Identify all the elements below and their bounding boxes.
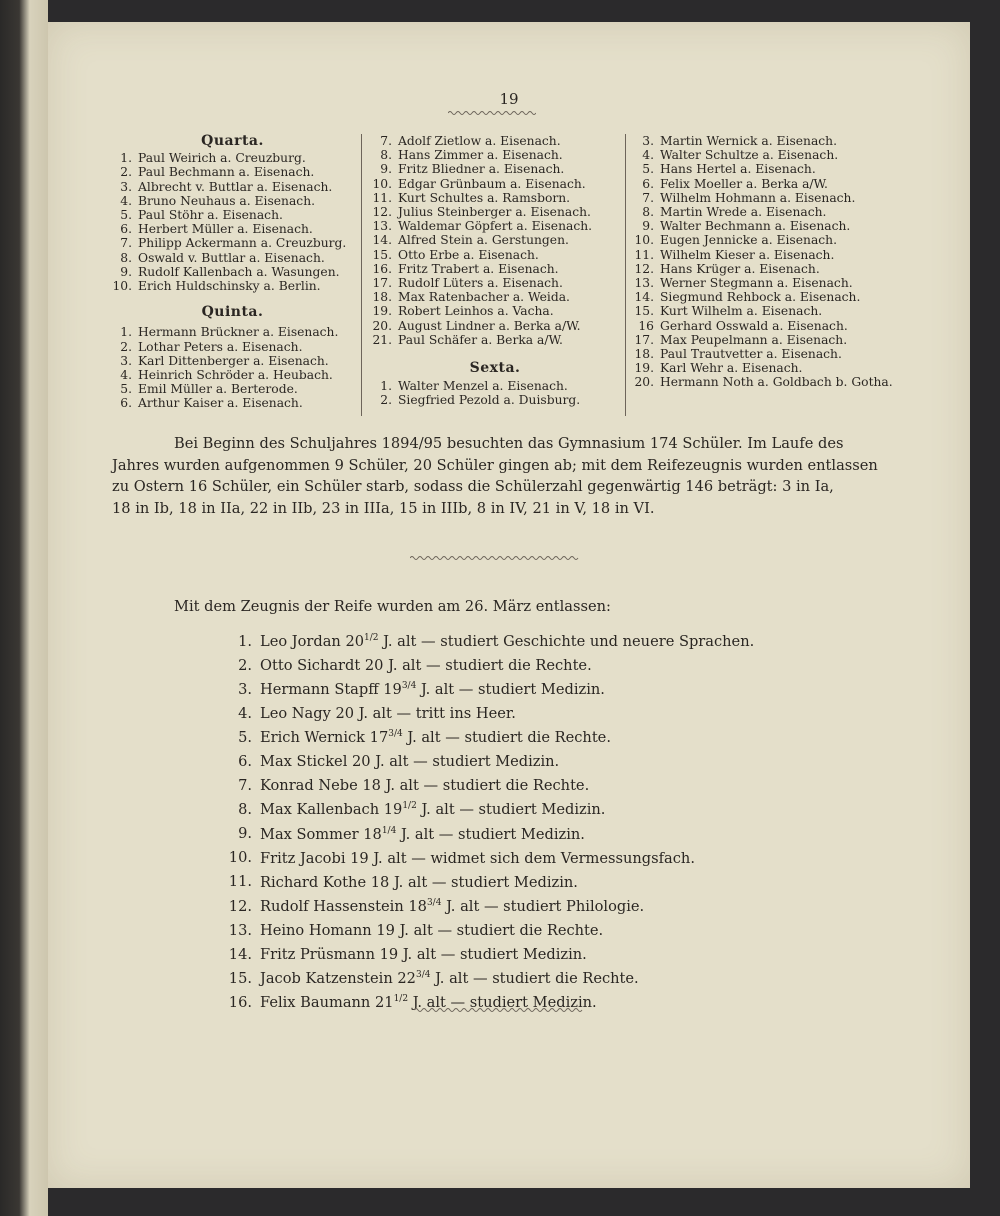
graduate-number: 7.: [238, 777, 252, 795]
list-item: [632, 319, 932, 333]
graduate-entry: [216, 845, 754, 869]
item-text: Fritz Trabert a. Eisenach.: [398, 261, 559, 276]
item-number: 10.: [112, 279, 132, 294]
graduate-name: Leo Jordan: [260, 632, 341, 650]
graduate-age: 20: [364, 656, 384, 674]
item-number: 2.: [120, 165, 132, 180]
list-item: [632, 276, 932, 290]
item-number: 1.: [120, 325, 132, 340]
item-text: Philipp Ackermann a. Creuzburg.: [138, 236, 347, 251]
graduate-detail: J. alt — studiert Geschichte und neuere Sprachen.: [383, 632, 755, 650]
graduate-age-fraction: 1/2: [364, 633, 379, 643]
graduate-age: 19: [383, 801, 403, 819]
graduate-entry: [216, 869, 754, 893]
graduate-age-fraction: 1/2: [393, 993, 409, 1004]
graduate-age: 20: [352, 753, 371, 771]
graduate-name: Rudolf Hassenstein: [260, 897, 404, 915]
graduate-number: 3.: [238, 680, 252, 698]
graduate-detail: J. alt — studiert Medizin.: [402, 945, 587, 963]
continued-list: [632, 134, 932, 390]
graduate-number: 16.: [228, 993, 252, 1011]
item-number: 18.: [634, 347, 654, 362]
graduate-age: 22: [397, 969, 416, 987]
graduate-name: Konrad Nebe: [260, 777, 358, 795]
item-text: Kurt Wilhelm a. Eisenach.: [660, 304, 823, 319]
item-number: 10.: [634, 233, 654, 248]
item-number: 9.: [642, 219, 654, 234]
item-text: Otto Erbe a. Eisenach.: [398, 247, 539, 262]
list-item: [370, 162, 620, 176]
graduate-number: 5.: [238, 729, 252, 747]
graduate-name: Otto Sichardt: [260, 656, 361, 674]
graduate-number: 10.: [228, 849, 252, 867]
list-item: [110, 340, 355, 354]
item-number: 1.: [120, 151, 132, 166]
paragraph-line: Bei Beginn des Schuljahres 1894/95 besuchten das Gymnasium 174 Schüler. Im Laufe des: [174, 435, 844, 452]
item-text: August Lindner a. Berka a/W.: [398, 318, 581, 333]
item-number: 21.: [372, 332, 392, 347]
list-item: [110, 180, 355, 194]
item-text: Walter Bechmann a. Eisenach.: [660, 219, 851, 234]
graduate-entry: [216, 796, 754, 820]
graduate-age: 19: [376, 921, 395, 939]
item-text: Wilhelm Hohmann a. Eisenach.: [660, 190, 856, 205]
graduate-number: 1.: [238, 632, 252, 650]
graduate-name: Jacob Katzenstein: [260, 969, 393, 987]
item-number: 5.: [120, 208, 132, 223]
graduate-age: 21: [374, 993, 394, 1011]
paragraph-line: Jahres wurden aufgenommen 9 Schüler, 20 Schüler gingen ab; mit dem Reifezeugnis wurden entlassen: [112, 456, 878, 474]
list-item: [110, 368, 355, 382]
enrollment-paragraph: [112, 433, 887, 519]
item-number: 4.: [120, 368, 132, 383]
item-number: 7.: [120, 236, 132, 251]
item-number: 13.: [372, 219, 392, 234]
item-text: Hans Krüger a. Eisenach.: [660, 261, 820, 276]
item-text: Paul Weirich a. Creuzburg.: [138, 151, 306, 166]
item-text: Bruno Neuhaus a. Eisenach.: [138, 193, 316, 208]
item-text: Emil Müller a. Berterode.: [138, 382, 298, 397]
column-divider: [361, 134, 362, 416]
list-item: [110, 279, 355, 293]
graduation-intro: Mit dem Zeugnis der Reife wurden am 26. März entlassen:: [174, 598, 611, 615]
list-item: [632, 233, 932, 247]
section-ornament-rule: [410, 554, 580, 562]
graduate-entry: [216, 821, 754, 845]
graduate-name: Fritz Prüsmann: [260, 945, 375, 963]
graduate-number: 14.: [228, 945, 252, 963]
item-text: Hans Hertel a. Eisenach.: [660, 162, 816, 177]
item-number: 17.: [372, 276, 392, 291]
item-number: 15.: [634, 304, 654, 319]
graduate-name: Felix Baumann: [260, 993, 371, 1011]
list-item: [632, 248, 932, 262]
item-number: 14.: [634, 290, 654, 305]
column-left: [110, 134, 355, 411]
item-text: Fritz Bliedner a. Eisenach.: [398, 162, 565, 177]
item-text: Walter Schultze a. Eisenach.: [660, 148, 839, 163]
paragraph-line: zu Ostern 16 Schüler, ein Schüler starb, sodass die Schülerzahl gegenwärtig 146 beträgt: 3 in Ia,: [112, 478, 834, 496]
graduate-age-fraction: 1/2: [402, 801, 417, 812]
quarta-list: [110, 151, 355, 293]
continued-list: [370, 134, 620, 347]
graduate-name: Leo Nagy: [260, 705, 331, 723]
graduate-age-fraction: 1/4: [381, 825, 397, 836]
list-item: [370, 205, 620, 219]
graduate-age-fraction: 3/4: [388, 729, 403, 740]
graduate-detail: J. alt — studiert Medizin.: [412, 993, 597, 1011]
graduate-detail: J. alt — studiert Medizin.: [420, 680, 605, 698]
graduate-name: Max Sommer: [260, 825, 359, 843]
item-number: 3.: [120, 179, 132, 194]
list-item: [110, 151, 355, 165]
graduate-detail: J. alt — studiert die Rechte.: [388, 656, 592, 674]
item-number: 3.: [120, 353, 132, 368]
item-number: 11.: [634, 247, 654, 262]
graduate-name: Heino Homann: [260, 921, 372, 939]
item-number: 16.: [372, 261, 392, 276]
list-item: [110, 208, 355, 222]
item-number: 16: [638, 318, 654, 333]
list-item: [370, 177, 620, 191]
item-number: 9.: [380, 162, 392, 177]
graduate-detail: J. alt — studiert Medizin.: [421, 801, 606, 819]
item-number: 12.: [634, 261, 654, 276]
graduate-age: 19: [379, 945, 399, 963]
item-text: Paul Stöhr a. Eisenach.: [138, 208, 283, 223]
item-number: 1.: [380, 379, 392, 394]
list-item: [632, 262, 932, 276]
graduate-name: Richard Kothe: [260, 873, 367, 891]
item-number: 7.: [642, 190, 654, 205]
list-item: [110, 382, 355, 396]
item-text: Paul Bechmann a. Eisenach.: [138, 165, 315, 180]
item-number: 6.: [120, 396, 132, 411]
item-number: 6.: [120, 222, 132, 237]
item-number: 5.: [642, 162, 654, 177]
item-number: 13.: [634, 276, 654, 291]
list-item: [110, 354, 355, 368]
item-number: 12.: [372, 205, 392, 220]
section-title-sexta: Sexta.: [469, 360, 521, 377]
item-number: 4.: [120, 193, 132, 208]
footer-ornament-rule: [414, 1006, 584, 1014]
list-item: [110, 236, 355, 250]
graduate-detail: J. alt — studiert Philologie.: [446, 897, 645, 915]
graduate-detail: J. alt — studiert die Rechte.: [407, 729, 611, 747]
list-item: [370, 276, 620, 290]
graduate-name: Max Kallenbach: [260, 801, 380, 819]
item-text: Siegfried Pezold a. Duisburg.: [398, 393, 581, 408]
column-middle: [370, 134, 620, 408]
section-title-quarta: Quarta.: [201, 133, 264, 149]
graduate-detail: J. alt — studiert die Rechte.: [385, 777, 590, 795]
list-item: [632, 347, 932, 361]
list-item: [370, 319, 620, 333]
graduate-entry: [216, 652, 754, 676]
graduate-number: 4.: [238, 705, 252, 723]
list-item: [632, 134, 932, 148]
quinta-list: [110, 325, 355, 410]
item-number: 20.: [372, 318, 392, 333]
graduate-name: Hermann Stapff: [260, 680, 379, 698]
list-item: [632, 304, 932, 318]
list-item: [110, 165, 355, 179]
graduate-name: Fritz Jacobi: [260, 849, 346, 867]
column-right: [632, 134, 932, 390]
item-text: Kurt Schultes a. Ramsborn.: [398, 190, 571, 205]
graduate-entry: [216, 772, 754, 796]
list-item: [370, 262, 620, 276]
item-text: Edgar Grünbaum a. Eisenach.: [398, 176, 586, 191]
item-text: Martin Wernick a. Eisenach.: [660, 134, 838, 148]
item-text: Lothar Peters a. Eisenach.: [138, 339, 303, 354]
list-item: [632, 191, 932, 205]
item-text: Hans Zimmer a. Eisenach.: [398, 148, 563, 163]
list-item: [370, 290, 620, 304]
list-item: [632, 205, 932, 219]
item-number: 8.: [642, 205, 654, 220]
list-item: [110, 222, 355, 236]
graduate-age: 20: [345, 632, 365, 650]
graduate-detail: J. alt — widmet sich dem Vermessungsfach.: [373, 849, 695, 867]
sexta-list: [370, 379, 620, 407]
list-item: [370, 333, 620, 347]
graduate-age-fraction: 3/4: [415, 969, 431, 980]
graduate-age: 18: [362, 777, 381, 795]
item-text: Oswald v. Buttlar a. Eisenach.: [138, 250, 325, 265]
list-item: [632, 219, 932, 233]
item-text: Rudolf Kallenbach a. Wasungen.: [138, 264, 340, 279]
graduate-age: 17: [369, 729, 389, 747]
item-number: 17.: [634, 332, 654, 347]
graduate-detail: J. alt — tritt ins Heer.: [358, 705, 516, 723]
graduate-number: 12.: [228, 897, 252, 915]
item-number: 6.: [642, 176, 654, 191]
item-number: 9.: [120, 264, 132, 279]
graduate-age-fraction: 3/4: [401, 681, 417, 692]
graduate-entry: [216, 941, 754, 965]
list-item: [110, 194, 355, 208]
item-text: Waldemar Göpfert a. Eisenach.: [398, 219, 593, 234]
graduate-detail: J. alt — studiert Medizin.: [400, 825, 585, 843]
graduate-age: 20: [335, 705, 355, 723]
item-number: 2.: [120, 339, 132, 354]
item-text: Max Ratenbacher a. Weida.: [398, 290, 570, 305]
paragraph-line: 18 in Ib, 18 in IIa, 22 in IIb, 23 in IIIa, 15 in IIIb, 8 in IV, 21 in V, 18 in VI.: [112, 499, 655, 517]
graduate-entry: [216, 748, 754, 772]
item-text: Martin Wrede a. Eisenach.: [660, 205, 827, 220]
graduate-age: 19: [383, 680, 402, 698]
list-item: [370, 134, 620, 148]
item-number: 11.: [372, 190, 392, 205]
item-text: Felix Moeller a. Berka a/W.: [660, 176, 828, 191]
list-item: [632, 162, 932, 176]
list-item: [370, 148, 620, 162]
list-item: [370, 233, 620, 247]
list-item: [632, 375, 932, 389]
graduate-detail: J. alt — studiert die Rechte.: [399, 921, 604, 939]
section-title-quinta: Quinta.: [201, 304, 264, 321]
list-item: [632, 361, 932, 375]
graduate-detail: J. alt — studiert Medizin.: [375, 753, 560, 771]
item-text: Paul Trautvetter a. Eisenach.: [660, 347, 842, 362]
graduate-age: 18: [363, 825, 382, 843]
item-text: Karl Wehr a. Eisenach.: [660, 361, 803, 376]
item-text: Max Peupelmann a. Eisenach.: [660, 332, 848, 347]
graduate-entry: [216, 724, 754, 748]
item-number: 14.: [372, 233, 392, 248]
item-number: 4.: [642, 148, 654, 163]
item-number: 10.: [372, 176, 392, 191]
graduate-number: 13.: [228, 921, 252, 939]
graduate-number: 15.: [228, 969, 252, 987]
graduate-number: 8.: [238, 801, 252, 819]
item-number: 18.: [372, 290, 392, 305]
graduate-entry: [216, 965, 754, 989]
list-item: [110, 265, 355, 279]
item-text: Eugen Jennicke a. Eisenach.: [660, 233, 837, 248]
item-text: Rudolf Lüters a. Eisenach.: [398, 276, 563, 291]
graduate-detail: J. alt — studiert die Rechte.: [435, 969, 639, 987]
list-item: [632, 290, 932, 304]
graduate-name: Max Stickel: [260, 753, 348, 771]
list-item: [370, 304, 620, 318]
list-item: [632, 148, 932, 162]
item-number: 19.: [634, 361, 654, 376]
graduate-entry: [216, 917, 754, 941]
page-number: 19: [499, 90, 519, 108]
item-text: Albrecht v. Buttlar a. Eisenach.: [138, 179, 333, 194]
item-text: Herbert Müller a. Eisenach.: [138, 222, 313, 237]
list-item: [632, 177, 932, 191]
graduate-entry: [216, 676, 754, 700]
document-page: [48, 22, 970, 1188]
item-number: 20.: [634, 375, 654, 390]
item-text: Adolf Zietlow a. Eisenach.: [398, 134, 561, 148]
column-divider: [625, 134, 626, 416]
item-text: Heinrich Schröder a. Heubach.: [138, 368, 333, 383]
list-item: [370, 219, 620, 233]
item-text: Karl Dittenberger a. Eisenach.: [138, 353, 329, 368]
graduate-age: 18: [370, 873, 390, 891]
item-text: Hermann Brückner a. Eisenach.: [138, 325, 339, 340]
graduate-entry: [216, 893, 754, 917]
list-item: [370, 248, 620, 262]
item-text: Alfred Stein a. Gerstungen.: [398, 233, 569, 248]
item-number: 8.: [380, 148, 392, 163]
graduate-number: 11.: [228, 873, 252, 891]
graduate-number: 6.: [238, 753, 252, 771]
header-ornament-rule: [448, 109, 536, 117]
item-text: Gerhard Osswald a. Eisenach.: [660, 318, 848, 333]
book-spine: [0, 0, 48, 1216]
list-item: [370, 191, 620, 205]
item-text: Werner Stegmann a. Eisenach.: [660, 276, 853, 291]
list-item: [370, 379, 620, 393]
item-text: Wilhelm Kieser a. Eisenach.: [660, 247, 835, 262]
item-text: Robert Leinhos a. Vacha.: [398, 304, 554, 319]
graduate-detail: J. alt — studiert Medizin.: [393, 873, 578, 891]
list-item: [632, 333, 932, 347]
graduate-age-fraction: 3/4: [426, 897, 442, 908]
item-number: 19.: [372, 304, 392, 319]
item-text: Paul Schäfer a. Berka a/W.: [398, 332, 563, 347]
item-text: Hermann Noth a. Goldbach b. Gotha.: [660, 375, 893, 390]
graduate-age: 18: [408, 897, 427, 915]
item-text: Arthur Kaiser a. Eisenach.: [138, 396, 303, 411]
item-text: Walter Menzel a. Eisenach.: [398, 379, 568, 394]
list-item: [370, 393, 620, 407]
graduate-entry: [216, 700, 754, 724]
list-item: [110, 396, 355, 410]
graduate-name: Erich Wernick: [260, 729, 366, 747]
graduate-entry: [216, 628, 754, 652]
item-number: 2.: [380, 393, 392, 408]
item-number: 5.: [120, 382, 132, 397]
graduate-age: 19: [350, 849, 369, 867]
graduates-list: [216, 628, 754, 1013]
list-item: [110, 251, 355, 265]
item-number: 3.: [642, 134, 654, 148]
item-text: Siegmund Rehbock a. Eisenach.: [660, 290, 861, 305]
graduate-number: 2.: [238, 656, 252, 674]
item-number: 7.: [380, 134, 392, 148]
item-number: 15.: [372, 247, 392, 262]
item-number: 8.: [120, 250, 132, 265]
item-text: Erich Huldschinsky a. Berlin.: [138, 279, 321, 294]
item-text: Julius Steinberger a. Eisenach.: [398, 205, 591, 220]
graduate-number: 9.: [238, 825, 252, 843]
list-item: [110, 325, 355, 339]
